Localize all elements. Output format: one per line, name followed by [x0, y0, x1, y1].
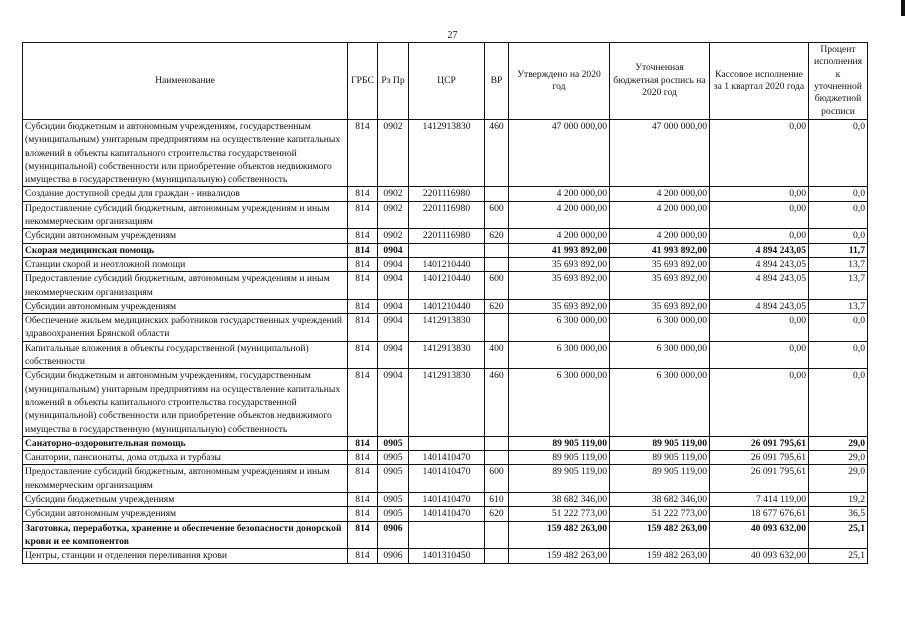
cell-vr — [485, 436, 509, 450]
cell-percent: 29,0 — [809, 465, 868, 493]
cell-grbs: 814 — [348, 314, 378, 342]
cell-approved: 159 482 263,00 — [509, 521, 610, 549]
cell-approved: 89 905 119,00 — [509, 465, 610, 493]
cell-refined: 35 693 892,00 — [610, 257, 710, 271]
table-row — [23, 341, 868, 369]
cell-cash: 0,00 — [710, 341, 809, 369]
cell-rzpr: 0902 — [378, 120, 409, 187]
header-percent: Процент исполнения к уточненной бюджетной росписи — [809, 43, 868, 120]
cell-csr: 1412913830 — [409, 369, 485, 436]
cell-approved: 6 300 000,00 — [509, 369, 610, 436]
cell-vr: 600 — [485, 465, 509, 493]
cell-percent: 0,0 — [809, 120, 868, 187]
cell-csr: 2201116980 — [409, 187, 485, 201]
cell-cash: 0,00 — [710, 369, 809, 436]
cell-vr: 620 — [485, 299, 509, 313]
cell-name: Создание доступной среды для граждан - инвалидов — [23, 187, 348, 201]
table-row — [23, 299, 868, 313]
cell-rzpr: 0904 — [378, 314, 409, 342]
cell-approved: 4 200 000,00 — [509, 229, 610, 243]
cell-refined: 89 905 119,00 — [610, 451, 710, 465]
cell-rzpr: 0905 — [378, 465, 409, 493]
cell-approved: 47 000 000,00 — [509, 120, 610, 187]
table-row — [23, 521, 868, 549]
cell-name: Скорая медицинская помощь — [23, 243, 348, 257]
cell-approved: 6 300 000,00 — [509, 314, 610, 342]
cell-csr: 1401410470 — [409, 507, 485, 521]
cell-csr: 1401210440 — [409, 257, 485, 271]
table-header-row — [23, 43, 868, 120]
cell-name: Капитальные вложения в объекты государственной (муниципальной) собственности — [23, 341, 348, 369]
cell-cash: 7 414 119,00 — [710, 493, 809, 507]
scan-edge-mark — [901, 0, 905, 16]
cell-percent: 25,1 — [809, 521, 868, 549]
cell-percent: 29,0 — [809, 451, 868, 465]
cell-grbs: 814 — [348, 369, 378, 436]
cell-grbs: 814 — [348, 229, 378, 243]
cell-cash: 26 091 795,61 — [710, 436, 809, 450]
cell-csr: 1412913830 — [409, 120, 485, 187]
cell-name: Санаторно-оздоровительная помощь — [23, 436, 348, 450]
cell-percent: 0,0 — [809, 229, 868, 243]
cell-name: Субсидии автономным учреждениям — [23, 299, 348, 313]
cell-csr: 2201116980 — [409, 229, 485, 243]
cell-percent: 11,7 — [809, 243, 868, 257]
cell-name: Обеспечение жильем медицинских работников государственных учреждений здравоохранения Брянской области — [23, 314, 348, 342]
cell-cash: 4 894 243,05 — [710, 272, 809, 300]
cell-percent: 0,0 — [809, 314, 868, 342]
cell-cash: 40 093 632,00 — [710, 549, 809, 563]
cell-approved: 89 905 119,00 — [509, 436, 610, 450]
cell-vr: 460 — [485, 120, 509, 187]
cell-refined: 4 200 000,00 — [610, 187, 710, 201]
cell-rzpr: 0906 — [378, 521, 409, 549]
table-row — [23, 507, 868, 521]
cell-refined: 6 300 000,00 — [610, 341, 710, 369]
cell-percent: 36,5 — [809, 507, 868, 521]
cell-csr: 1401210440 — [409, 272, 485, 300]
header-rzpr: Рз Пр — [378, 43, 409, 120]
cell-refined: 35 693 892,00 — [610, 272, 710, 300]
table-row — [23, 451, 868, 465]
cell-refined: 89 905 119,00 — [610, 465, 710, 493]
cell-grbs: 814 — [348, 187, 378, 201]
cell-vr — [485, 243, 509, 257]
cell-name: Санатории, пансионаты, дома отдыха и турбазы — [23, 451, 348, 465]
cell-grbs: 814 — [348, 243, 378, 257]
cell-cash: 0,00 — [710, 314, 809, 342]
cell-name: Предоставление субсидий бюджетным, автономным учреждениям и иным некоммерческим организациям — [23, 272, 348, 300]
cell-name: Станции скорой и неотложной помощи — [23, 257, 348, 271]
cell-cash: 0,00 — [710, 187, 809, 201]
cell-approved: 4 200 000,00 — [509, 201, 610, 229]
cell-percent: 0,0 — [809, 369, 868, 436]
cell-refined: 4 200 000,00 — [610, 229, 710, 243]
table-row — [23, 549, 868, 563]
cell-vr — [485, 314, 509, 342]
cell-name: Заготовка, переработка, хранение и обеспечение безопасности донорской крови и ее компонентов — [23, 521, 348, 549]
cell-grbs: 814 — [348, 507, 378, 521]
cell-cash: 0,00 — [710, 120, 809, 187]
cell-rzpr: 0905 — [378, 507, 409, 521]
cell-refined: 47 000 000,00 — [610, 120, 710, 187]
cell-cash: 4 894 243,05 — [710, 243, 809, 257]
cell-name: Центры, станции и отделения переливания крови — [23, 549, 348, 563]
cell-rzpr: 0906 — [378, 549, 409, 563]
cell-percent: 13,7 — [809, 272, 868, 300]
header-cash: Кассовое исполнение за 1 квартал 2020 года — [710, 43, 809, 120]
cell-vr — [485, 187, 509, 201]
cell-refined: 35 693 892,00 — [610, 299, 710, 313]
cell-rzpr: 0905 — [378, 436, 409, 450]
cell-grbs: 814 — [348, 257, 378, 271]
cell-percent: 0,0 — [809, 187, 868, 201]
cell-grbs: 814 — [348, 120, 378, 187]
cell-vr — [485, 257, 509, 271]
cell-refined: 159 482 263,00 — [610, 549, 710, 563]
cell-grbs: 814 — [348, 451, 378, 465]
cell-vr: 610 — [485, 493, 509, 507]
cell-cash: 0,00 — [710, 201, 809, 229]
cell-csr: 1412913830 — [409, 314, 485, 342]
cell-rzpr: 0905 — [378, 493, 409, 507]
cell-rzpr: 0905 — [378, 451, 409, 465]
cell-name: Субсидии автономным учреждениям — [23, 229, 348, 243]
cell-cash: 26 091 795,61 — [710, 465, 809, 493]
cell-percent: 13,7 — [809, 257, 868, 271]
cell-name: Предоставление субсидий бюджетным, автономным учреждениям и иным некоммерческим организациям — [23, 465, 348, 493]
budget-execution-table — [22, 42, 868, 564]
table-row — [23, 201, 868, 229]
cell-rzpr: 0902 — [378, 187, 409, 201]
cell-approved: 35 693 892,00 — [509, 272, 610, 300]
cell-grbs: 814 — [348, 341, 378, 369]
header-csr: ЦСР — [409, 43, 485, 120]
header-approved: Утверждено на 2020 год — [509, 43, 610, 120]
cell-percent: 19,2 — [809, 493, 868, 507]
cell-refined: 159 482 263,00 — [610, 521, 710, 549]
cell-cash: 40 093 632,00 — [710, 521, 809, 549]
cell-percent: 29,0 — [809, 436, 868, 450]
cell-refined: 38 682 346,00 — [610, 493, 710, 507]
table-row — [23, 314, 868, 342]
cell-csr — [409, 521, 485, 549]
table-row — [23, 187, 868, 201]
cell-vr: 620 — [485, 229, 509, 243]
table-row — [23, 436, 868, 450]
cell-rzpr: 0902 — [378, 229, 409, 243]
cell-approved: 89 905 119,00 — [509, 451, 610, 465]
cell-percent: 13,7 — [809, 299, 868, 313]
cell-grbs: 814 — [348, 465, 378, 493]
cell-name: Предоставление субсидий бюджетным, автономным учреждениям и иным некоммерческим организациям — [23, 201, 348, 229]
cell-rzpr: 0904 — [378, 257, 409, 271]
cell-refined: 41 993 892,00 — [610, 243, 710, 257]
cell-refined: 89 905 119,00 — [610, 436, 710, 450]
cell-name: Субсидии автономным учреждениям — [23, 507, 348, 521]
cell-csr: 1401410470 — [409, 451, 485, 465]
header-vr: ВР — [485, 43, 509, 120]
cell-csr: 1401210440 — [409, 299, 485, 313]
cell-approved: 35 693 892,00 — [509, 299, 610, 313]
cell-csr — [409, 243, 485, 257]
header-name: Наименование — [23, 43, 348, 120]
cell-approved: 38 682 346,00 — [509, 493, 610, 507]
cell-grbs: 814 — [348, 549, 378, 563]
cell-vr: 600 — [485, 272, 509, 300]
cell-approved: 159 482 263,00 — [509, 549, 610, 563]
cell-refined: 6 300 000,00 — [610, 314, 710, 342]
cell-rzpr: 0904 — [378, 243, 409, 257]
cell-csr — [409, 436, 485, 450]
cell-grbs: 814 — [348, 299, 378, 313]
cell-rzpr: 0904 — [378, 272, 409, 300]
cell-grbs: 814 — [348, 201, 378, 229]
cell-name: Субсидии бюджетным и автономным учреждениям, государственным (муниципальным) унитарным предприятиям на осуществление капитальных вложений в объекты капитального строительства государственной (муниципальной) собственности или приобретение объектов недвижимого имущества в государственную (муниципальную) собственность — [23, 369, 348, 436]
cell-refined: 4 200 000,00 — [610, 201, 710, 229]
cell-approved: 6 300 000,00 — [509, 341, 610, 369]
table-row — [23, 229, 868, 243]
table-row — [23, 120, 868, 187]
cell-grbs: 814 — [348, 493, 378, 507]
cell-percent: 0,0 — [809, 201, 868, 229]
cell-rzpr: 0904 — [378, 341, 409, 369]
cell-name: Субсидии бюджетным и автономным учреждениям, государственным (муниципальным) унитарным предприятиям на осуществление капитальных вложений в объекты капитального строительства государственной (муниципальной) собственности или приобретение объектов недвижимого имущества в государственную (муниципальную) собственность — [23, 120, 348, 187]
table-row — [23, 243, 868, 257]
header-refined: Уточненная бюджетная роспись на 2020 год — [610, 43, 710, 120]
cell-csr: 2201116980 — [409, 201, 485, 229]
cell-cash: 18 677 676,61 — [710, 507, 809, 521]
cell-vr — [485, 549, 509, 563]
cell-vr: 460 — [485, 369, 509, 436]
cell-csr: 1401410470 — [409, 493, 485, 507]
cell-refined: 51 222 773,00 — [610, 507, 710, 521]
cell-grbs: 814 — [348, 436, 378, 450]
cell-cash: 4 894 243,05 — [710, 257, 809, 271]
cell-cash: 0,00 — [710, 229, 809, 243]
table-row — [23, 369, 868, 436]
cell-rzpr: 0902 — [378, 201, 409, 229]
cell-approved: 35 693 892,00 — [509, 257, 610, 271]
page-number: 27 — [447, 30, 458, 41]
cell-vr — [485, 451, 509, 465]
table-row — [23, 493, 868, 507]
cell-csr: 1401310450 — [409, 549, 485, 563]
cell-percent: 0,0 — [809, 341, 868, 369]
cell-refined: 6 300 000,00 — [610, 369, 710, 436]
cell-grbs: 814 — [348, 272, 378, 300]
cell-approved: 4 200 000,00 — [509, 187, 610, 201]
cell-grbs: 814 — [348, 521, 378, 549]
cell-vr: 600 — [485, 201, 509, 229]
cell-percent: 25,1 — [809, 549, 868, 563]
cell-name: Субсидии бюджетным учреждениям — [23, 493, 348, 507]
cell-cash: 4 894 243,05 — [710, 299, 809, 313]
cell-cash: 26 091 795,61 — [710, 451, 809, 465]
cell-vr — [485, 521, 509, 549]
cell-approved: 41 993 892,00 — [509, 243, 610, 257]
cell-approved: 51 222 773,00 — [509, 507, 610, 521]
table-row — [23, 465, 868, 493]
table-row — [23, 272, 868, 300]
cell-csr: 1401410470 — [409, 465, 485, 493]
cell-vr: 400 — [485, 341, 509, 369]
header-grbs: ГРБС — [348, 43, 378, 120]
cell-csr: 1412913830 — [409, 341, 485, 369]
cell-rzpr: 0904 — [378, 299, 409, 313]
table-row — [23, 257, 868, 271]
cell-rzpr: 0904 — [378, 369, 409, 436]
cell-vr: 620 — [485, 507, 509, 521]
